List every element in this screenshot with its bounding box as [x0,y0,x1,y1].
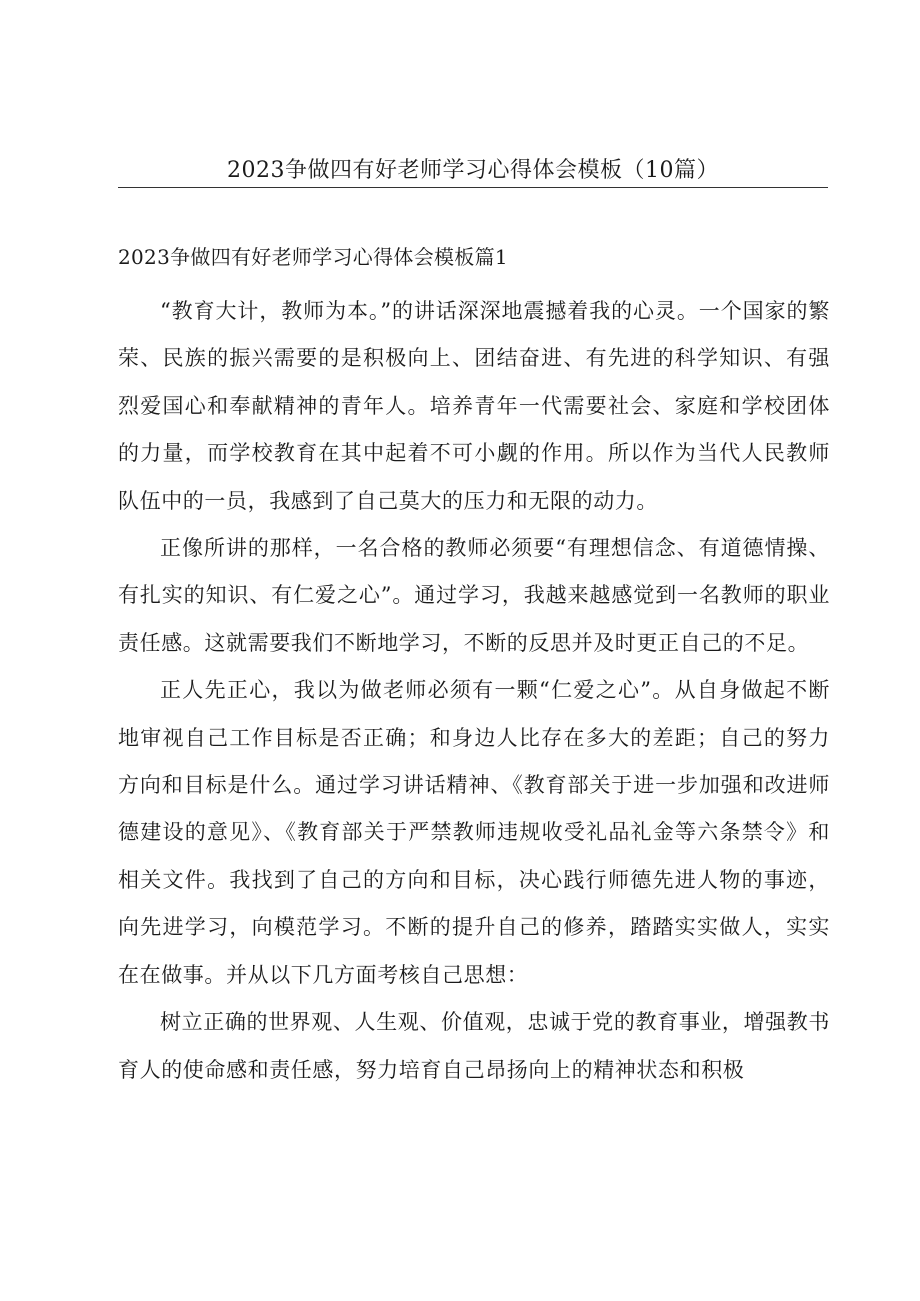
document-title: 2023争做四有好老师学习心得体会模板（10篇） [227,158,719,183]
section-heading: 2023争做四有好老师学习心得体会模板篇1 [118,245,508,269]
paragraph: 正人先正心，我以为做老师必须有一颗“仁爱之心”。从自身做起不断地审视自己工作目标是否正确；和身边人比存在多大的差距；自己的努力方向和目标是什么。通过学习讲话精神、《教育部关于进一步加强和改进师德建设的意见》、《教育部关于严禁教师违规收受礼品礼金等六条禁令》和相关文件。我找到了自己的方向和目标，决心践行师德先进人物的事迹，向先进学习，向模范学习。不断的提升自己的修养，踏踏实实做人，实实在在做事。并从以下几方面考核自己思想： [118,678,830,987]
title-underline [118,187,828,188]
paragraph: “教育大计，教师为本。”的讲话深深地震撼着我的心灵。一个国家的繁荣、民族的振兴需要的是积极向上、团结奋进、有先进的科学知识、有强烈爱国心和奉献精神的青年人。培养青年一代需要社会、家庭和学校团体的力量，而学校教育在其中起着不可小觑的作用。所以作为当代人民教师队伍中的一员，我感到了自己莫大的压力和无限的动力。 [118,299,830,513]
paragraph: 树立正确的世界观、人生观、价值观，忠诚于党的教育事业，增强教书育人的使命感和责任感，努力培育自己昂扬向上的精神状态和积极 [118,1010,830,1082]
document-body [118,288,830,1094]
paragraph: 正像所讲的那样，一名合格的教师必须要“有理想信念、有道德情操、有扎实的知识、有仁爱之心”。通过学习，我越来越感觉到一名教师的职业责任感。这就需要我们不断地学习，不断的反思并及时更正自己的不足。 [118,536,830,655]
